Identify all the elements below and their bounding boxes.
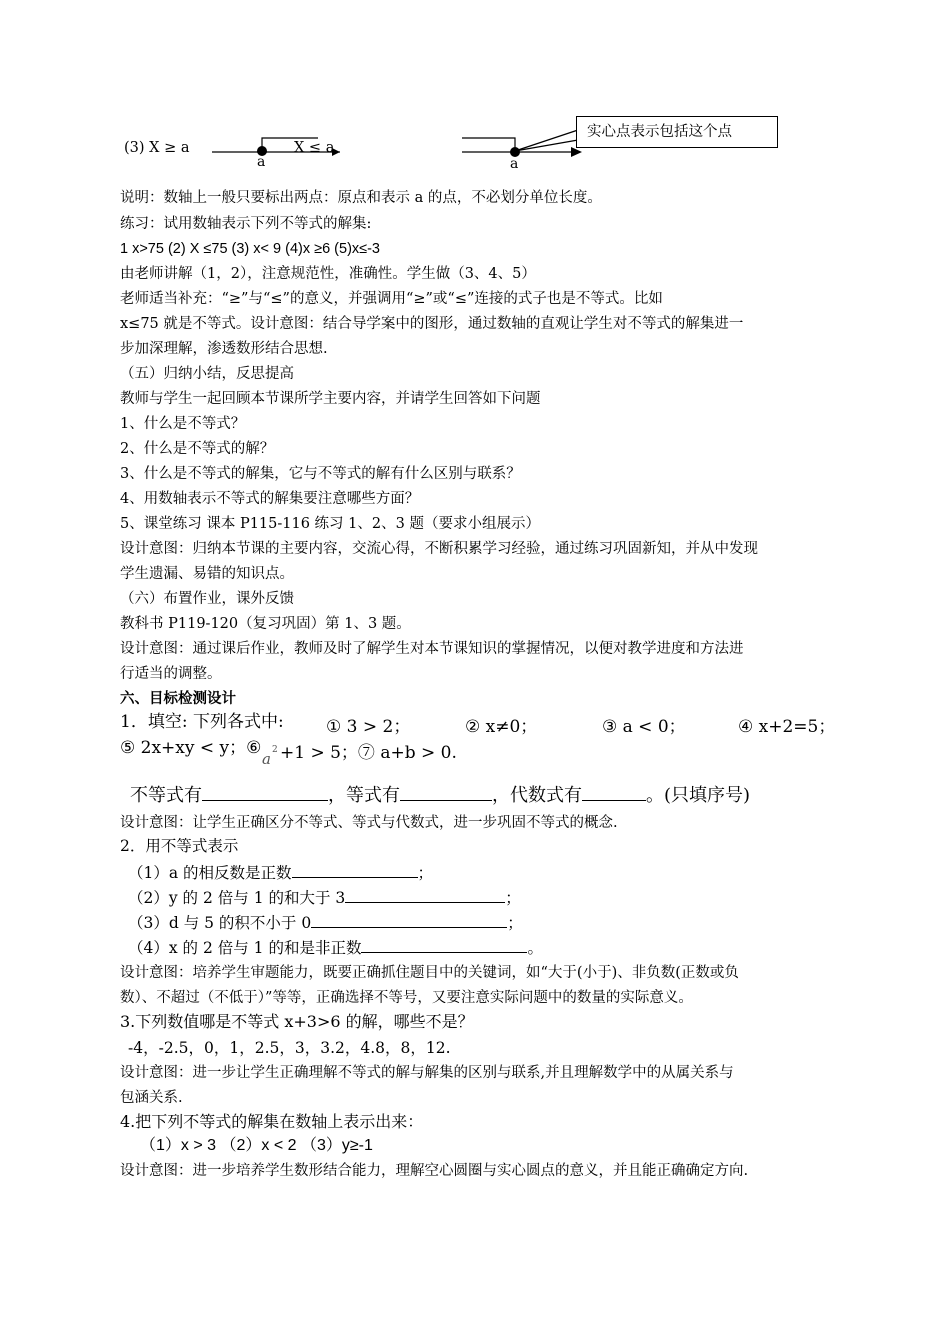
- blank-q2-1[interactable]: [292, 861, 418, 878]
- q3-values: -4，-2.5，0，1，2.5，3，3.2，4.8，8，12.: [128, 1039, 451, 1057]
- text-line: 设计意图：培养学生审题能力，既要正确抓住题目中的关键词，如“大于(小于)、非负数(正数或负: [120, 965, 739, 981]
- number-line-figure: [0, 0, 950, 200]
- text-line: 老师适当补充：“≥”与“≤”的意义，并强调用“≥”或“≤”连接的式子也是不等式。比如: [120, 291, 663, 307]
- q2-item-1: （1）a 的相反数是正数 ；: [128, 861, 433, 883]
- label-equations: ，等式有: [328, 785, 400, 806]
- q4-title: 4.把下列不等式的解集在数轴上表示出来：: [120, 1112, 424, 1131]
- a-squared-exponent: 2: [272, 745, 278, 755]
- text-line: 由老师讲解（1，2），注意规范性，准确性。学生做（3、4、5）: [120, 266, 536, 282]
- q1-items-6-7: +1 > 5；⑦ a+b > 0.: [280, 743, 457, 763]
- text-line: 练习：试用数轴表示下列不等式的解集:: [120, 216, 372, 232]
- text-line: 设计意图：通过课后作业，教师及时了解学生对本节课知识的掌握情况，以便对教学进度和方法进: [120, 641, 744, 657]
- text-line: 数）、不超过（不低于）”等等，正确选择不等号，又要注意实际问题中的数量的实际意义。: [120, 990, 693, 1006]
- callout-pointer: [515, 130, 578, 151]
- q1-item-1: ① 3 > 2；: [326, 717, 411, 737]
- blank-equations[interactable]: [400, 784, 492, 801]
- q4-items: （1）x > 3 （2）x < 2 （3）y≥-1: [140, 1137, 373, 1154]
- q2-item-2: （2）y 的 2 倍与 1 的和大于 3 ；: [128, 886, 521, 908]
- list-item: 4、用数轴表示不等式的解集要注意哪些方面？: [120, 491, 420, 507]
- q1-intro: 1．填空: 下列各式中:: [120, 712, 284, 732]
- q1-items-5-6: ⑤ 2x+xy < y；⑥: [120, 738, 262, 758]
- section-heading: （五）归纳小结，反思提高: [120, 366, 294, 382]
- list-item: 3、什么是不等式的解集，它与不等式的解有什么区别与联系？: [120, 466, 521, 482]
- text-line: 设计意图：进一步让学生正确理解不等式的解与解集的区别与联系,并且理解数学中的从属关系与: [120, 1065, 734, 1081]
- q3-title: 3.下列数值哪是不等式 x+3>6 的解，哪些不是？: [120, 1012, 474, 1031]
- text-line: 步加深理解，渗透数形结合思想.: [120, 341, 328, 357]
- q1-item-2: ② x≠0；: [465, 717, 538, 737]
- text-line: x≤75 就是不等式。设计意图：结合导学案中的图形，通过数轴的直观让学生对不等式的解集进一: [120, 316, 744, 332]
- label-expressions: ，代数式有: [492, 785, 582, 806]
- text-line: 设计意图：进一步培养学生数形结合能力，理解空心圆圈与实心圆点的意义，并且能正确确定方向.: [120, 1163, 749, 1179]
- label-fill-note: 。(只填序号): [646, 785, 751, 806]
- exercise-list: 1 x>75 (2) X ≤75 (3) x< 9 (4)x ≥6 (5)x≤-3: [120, 241, 380, 257]
- range-bracket-right: [462, 138, 515, 150]
- q1-answer-line: [130, 784, 750, 808]
- section-heading: （六）布置作业，课外反馈: [120, 591, 294, 607]
- text-line: 行适当的调整。: [120, 666, 222, 682]
- blank-expressions[interactable]: [582, 784, 646, 801]
- callout-box: 实心点表示包括这个点: [576, 116, 778, 148]
- q1-item-4: ④ x+2=5；: [738, 717, 836, 737]
- blank-q2-4[interactable]: [361, 936, 527, 953]
- text-line: 说明：数轴上一般只要标出两点：原点和表示 a 的点，不必划分单位长度。: [120, 190, 602, 206]
- callout-pointer-2: [515, 140, 578, 151]
- blank-q2-3[interactable]: [311, 911, 507, 928]
- text-line: 设计意图：归纳本节课的主要内容，交流心得，不断积累学习经验，通过练习巩固新知，并从中发现: [120, 541, 758, 557]
- label-inequalities: 不等式有: [130, 785, 202, 806]
- q2-item-3: （3）d 与 5 的积不小于 0 ；: [128, 911, 523, 933]
- arrow-head-right: [571, 147, 582, 157]
- axis-label-x-le-a: X ≤ a: [294, 140, 335, 156]
- text-line: 学生遗漏、易错的知识点。: [120, 566, 294, 582]
- list-item: 2、什么是不等式的解？: [120, 441, 275, 457]
- blank-inequalities[interactable]: [202, 784, 328, 801]
- q1-item-3: ③ a < 0；: [602, 717, 686, 737]
- text-line: 包涵关系.: [120, 1090, 183, 1106]
- axis-label-a-right: a: [510, 156, 519, 172]
- q2-title: 2．用不等式表示: [120, 837, 239, 855]
- list-item: 5、课堂练习 课本 P115-116 练习 1、2、3 题（要求小组展示）: [120, 516, 540, 532]
- q2-item-4: （4）x 的 2 倍与 1 的和是非正数 。: [128, 936, 543, 958]
- list-item: 1、什么是不等式？: [120, 416, 246, 432]
- blank-q2-2[interactable]: [345, 886, 505, 903]
- a-squared-base: a: [262, 750, 271, 768]
- text-line: 教科书 P119-120（复习巩固）第 1、3 题。: [120, 616, 411, 632]
- section-title: 六、目标检测设计: [120, 690, 236, 707]
- axis-label-a-left: a: [257, 154, 266, 170]
- figure-label-3: (3) X ≥ a: [124, 140, 190, 156]
- text-line: 教师与学生一起回顾本节课所学主要内容，并请学生回答如下问题: [120, 391, 541, 407]
- text-line: 设计意图：让学生正确区分不等式、等式与代数式，进一步巩固不等式的概念.: [120, 815, 618, 831]
